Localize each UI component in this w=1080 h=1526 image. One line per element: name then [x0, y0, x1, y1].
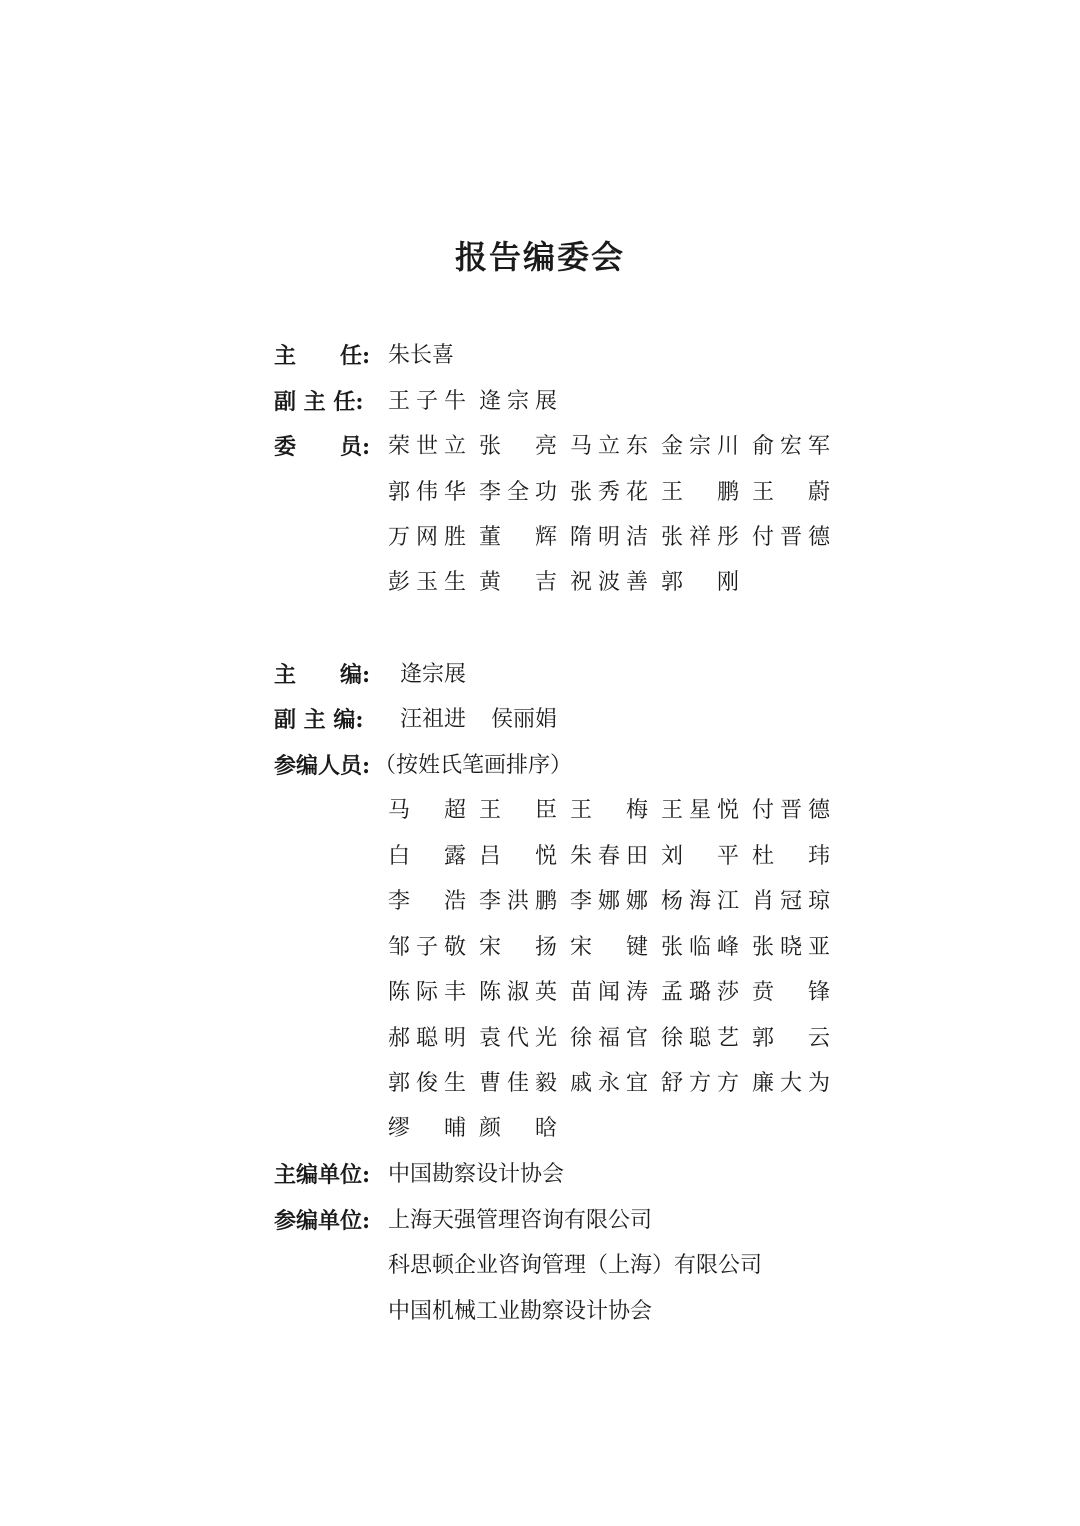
- contributor-name: 颜 晗: [479, 1116, 557, 1141]
- contributor-name: 王 臣: [479, 798, 557, 823]
- participating-orgs-row: [0, 1203, 1080, 1239]
- contributors-row: [0, 884, 1080, 920]
- member-name: 张 亮: [479, 434, 557, 459]
- contributor-name: 戚永宜: [570, 1071, 648, 1096]
- members-row: [0, 429, 1080, 465]
- member-name: 董 辉: [479, 525, 557, 550]
- member-name: 荣世立: [388, 434, 466, 459]
- host-org-row: [0, 1157, 1080, 1193]
- chief-editor-label: 主 编:: [274, 662, 371, 688]
- contributors-row: [0, 793, 1080, 829]
- contributor-name: 郭 云: [752, 1026, 830, 1051]
- contributor-name: 曹佳毅: [479, 1071, 557, 1096]
- deputy-editor-name: 汪祖进: [400, 707, 467, 732]
- contributor-name: 邹子敬: [388, 935, 466, 960]
- member-name: 王 蔚: [752, 480, 830, 505]
- member-name: 万网胜: [388, 525, 466, 550]
- contributor-name: 朱春田: [570, 844, 648, 869]
- contributors-note: （按姓氏笔画排序）: [374, 753, 573, 778]
- contributors-row: [0, 975, 1080, 1011]
- contributor-name: 李洪鹏: [479, 889, 557, 914]
- contributors-row: [0, 1066, 1080, 1102]
- contributor-name: 袁代光: [479, 1026, 557, 1051]
- vice-director-row: [0, 384, 1080, 420]
- contributor-name: 张晓亚: [752, 935, 830, 960]
- member-name: 付晋德: [752, 525, 830, 550]
- contributor-name: 杜 玮: [752, 844, 830, 869]
- deputy-editor-label: 副 主 编:: [274, 707, 364, 733]
- members-row: [0, 565, 1080, 601]
- member-name: 张秀花: [570, 480, 648, 505]
- contributor-name: 徐福官: [570, 1026, 648, 1051]
- contributors-row: [0, 748, 1080, 784]
- contributor-name: 张临峰: [661, 935, 739, 960]
- participating-orgs-label: 参编单位:: [274, 1208, 371, 1234]
- chief-editor-row: [0, 657, 1080, 693]
- participating-orgs-row: [0, 1294, 1080, 1330]
- director-name: 朱长喜: [388, 343, 455, 368]
- members-label: 委 员:: [274, 434, 371, 460]
- contributor-name: 李 浩: [388, 889, 466, 914]
- member-name: 马立东: [570, 434, 648, 459]
- contributor-name: 郭俊生: [388, 1071, 466, 1096]
- contributor-name: 孟璐莎: [661, 980, 739, 1005]
- deputy-editor-row: [0, 702, 1080, 738]
- contributors-label: 参编人员:: [274, 753, 371, 779]
- director-row: [0, 338, 1080, 374]
- contributor-name: 郝聪明: [388, 1026, 466, 1051]
- member-name: 祝波善: [570, 570, 648, 595]
- member-name: 隋明洁: [570, 525, 648, 550]
- contributor-name: 刘 平: [661, 844, 739, 869]
- member-name: 郭 刚: [661, 570, 739, 595]
- contributor-name: 肖冠琼: [752, 889, 830, 914]
- contributor-name: 付晋德: [752, 798, 830, 823]
- vice-director-name: 逄宗展: [479, 389, 557, 414]
- chief-editor-name: 逄宗展: [400, 662, 467, 687]
- member-name: 彭玉生: [388, 570, 466, 595]
- contributor-name: 王 梅: [570, 798, 648, 823]
- vice-director-label: 副 主 任:: [274, 389, 364, 415]
- contributor-name: 陈际丰: [388, 980, 466, 1005]
- host-org-label: 主编单位:: [274, 1162, 371, 1188]
- host-org-name: 中国勘察设计协会: [388, 1162, 565, 1187]
- member-name: 俞宏军: [752, 434, 830, 459]
- members-row: [0, 520, 1080, 556]
- contributor-name: 吕 悦: [479, 844, 557, 869]
- contributors-row: [0, 1111, 1080, 1147]
- participating-orgs-row: [0, 1248, 1080, 1284]
- contributors-row: [0, 839, 1080, 875]
- page-title: 报告编委会: [454, 238, 625, 276]
- member-name: 金宗川: [661, 434, 739, 459]
- contributor-name: 廉大为: [752, 1071, 830, 1096]
- participating-org-name: 中国机械工业勘察设计协会: [388, 1299, 653, 1324]
- member-name: 张祥彤: [661, 525, 739, 550]
- contributor-name: 李娜娜: [570, 889, 648, 914]
- members-row: [0, 475, 1080, 511]
- member-name: 王 鹏: [661, 480, 739, 505]
- member-name: 李全功: [479, 480, 557, 505]
- contributor-name: 苗闻涛: [570, 980, 648, 1005]
- contributor-name: 宋 扬: [479, 935, 557, 960]
- member-name: 黄 吉: [479, 570, 557, 595]
- deputy-editor-name: 侯丽娟: [491, 707, 558, 732]
- contributor-name: 徐聪艺: [661, 1026, 739, 1051]
- contributor-name: 贲 锋: [752, 980, 830, 1005]
- contributor-name: 白 露: [388, 844, 466, 869]
- contributor-name: 陈淑英: [479, 980, 557, 1005]
- member-name: 郭伟华: [388, 480, 466, 505]
- vice-director-name: 王子牛: [388, 389, 466, 414]
- contributor-name: 王星悦: [661, 798, 739, 823]
- contributor-name: 马 超: [388, 798, 466, 823]
- director-label: 主 任:: [274, 343, 371, 369]
- contributor-name: 宋 键: [570, 935, 648, 960]
- contributors-row: [0, 930, 1080, 966]
- contributor-name: 缪 晡: [388, 1116, 466, 1141]
- participating-org-name: 上海天强管理咨询有限公司: [388, 1208, 653, 1233]
- contributor-name: 舒方方: [661, 1071, 739, 1096]
- contributor-name: 杨海江: [661, 889, 739, 914]
- participating-org-name: 科思顿企业咨询管理（上海）有限公司: [388, 1253, 763, 1278]
- contributors-row: [0, 1021, 1080, 1057]
